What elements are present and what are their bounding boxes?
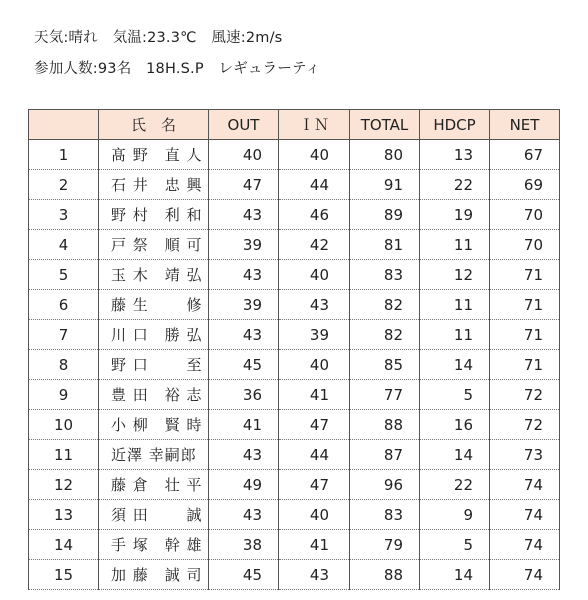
cell-net: 72: [490, 410, 560, 440]
cell-out: 45: [209, 350, 279, 380]
cell-out: 45: [209, 560, 279, 590]
cell-hdcp: 14: [420, 350, 490, 380]
cell-total: 85: [350, 350, 420, 380]
cell-in: 41: [279, 380, 350, 410]
header-out: OUT: [209, 110, 279, 140]
cell-name: 野 村 利 和: [99, 200, 209, 230]
cell-in: 40: [279, 140, 350, 170]
cell-hdcp: 14: [420, 440, 490, 470]
cell-rank: 1: [29, 140, 99, 170]
table-row: [29, 440, 560, 470]
cell-in: 39: [279, 320, 350, 350]
cell-total: 89: [350, 200, 420, 230]
cell-name: 藤 倉 壮 平: [99, 470, 209, 500]
weather-info: 天気:晴れ 気温:23.3℃ 風速:2m/s: [34, 30, 283, 46]
header-total: TOTAL: [350, 110, 420, 140]
cell-rank: 12: [29, 470, 99, 500]
cell-in: 42: [279, 230, 350, 260]
cell-net: 71: [490, 350, 560, 380]
cell-rank: 2: [29, 170, 99, 200]
results-table: [28, 109, 560, 590]
cell-rank: 4: [29, 230, 99, 260]
cell-in: 41: [279, 530, 350, 560]
table-row: [29, 290, 560, 320]
cell-rank: 6: [29, 290, 99, 320]
cell-net: 72: [490, 380, 560, 410]
cell-out: 49: [209, 470, 279, 500]
cell-name: 石 井 忠 興: [99, 170, 209, 200]
cell-net: 74: [490, 560, 560, 590]
cell-in: 43: [279, 290, 350, 320]
table-row: [29, 560, 560, 590]
table-row: [29, 470, 560, 500]
participants-info: 参加人数:93名 18H.S.P レギュラーティ: [34, 61, 321, 77]
cell-hdcp: 5: [420, 530, 490, 560]
cell-rank: 5: [29, 260, 99, 290]
table-row: [29, 320, 560, 350]
table-row: [29, 200, 560, 230]
cell-net: 74: [490, 530, 560, 560]
cell-out: 43: [209, 320, 279, 350]
table-row: [29, 380, 560, 410]
cell-hdcp: 22: [420, 170, 490, 200]
cell-in: 47: [279, 470, 350, 500]
cell-total: 83: [350, 260, 420, 290]
cell-hdcp: 12: [420, 260, 490, 290]
cell-out: 43: [209, 440, 279, 470]
cell-out: 47: [209, 170, 279, 200]
cell-out: 39: [209, 290, 279, 320]
cell-total: 87: [350, 440, 420, 470]
cell-total: 96: [350, 470, 420, 500]
header-in: ＩＮ: [279, 110, 350, 140]
header-hdcp: HDCP: [420, 110, 490, 140]
cell-out: 41: [209, 410, 279, 440]
cell-rank: 8: [29, 350, 99, 380]
cell-net: 74: [490, 500, 560, 530]
cell-rank: 7: [29, 320, 99, 350]
cell-in: 46: [279, 200, 350, 230]
cell-hdcp: 11: [420, 290, 490, 320]
header-rank: [29, 110, 99, 140]
table-row: [29, 230, 560, 260]
cell-net: 71: [490, 290, 560, 320]
cell-in: 44: [279, 440, 350, 470]
cell-net: 69: [490, 170, 560, 200]
cell-rank: 10: [29, 410, 99, 440]
cell-rank: 3: [29, 200, 99, 230]
cell-in: 40: [279, 260, 350, 290]
cell-net: 74: [490, 470, 560, 500]
table-row: [29, 350, 560, 380]
cell-hdcp: 9: [420, 500, 490, 530]
cell-hdcp: 5: [420, 380, 490, 410]
table-row: [29, 500, 560, 530]
cell-rank: 9: [29, 380, 99, 410]
cell-total: 79: [350, 530, 420, 560]
table-row: [29, 140, 560, 170]
cell-rank: 11: [29, 440, 99, 470]
cell-name: 藤 生 修: [99, 290, 209, 320]
cell-in: 43: [279, 560, 350, 590]
cell-out: 43: [209, 260, 279, 290]
header-name: 氏 名: [99, 110, 209, 140]
cell-name: 川 口 勝 弘: [99, 320, 209, 350]
cell-name: 小 柳 賢 時: [99, 410, 209, 440]
cell-in: 40: [279, 500, 350, 530]
cell-net: 67: [490, 140, 560, 170]
cell-hdcp: 22: [420, 470, 490, 500]
cell-out: 40: [209, 140, 279, 170]
cell-name: 戸 祭 順 可: [99, 230, 209, 260]
cell-total: 88: [350, 410, 420, 440]
cell-in: 40: [279, 350, 350, 380]
table-row: [29, 170, 560, 200]
cell-net: 71: [490, 320, 560, 350]
cell-hdcp: 11: [420, 320, 490, 350]
cell-net: 71: [490, 260, 560, 290]
cell-total: 80: [350, 140, 420, 170]
cell-out: 43: [209, 500, 279, 530]
cell-out: 39: [209, 230, 279, 260]
cell-total: 91: [350, 170, 420, 200]
cell-out: 36: [209, 380, 279, 410]
cell-net: 70: [490, 230, 560, 260]
cell-hdcp: 16: [420, 410, 490, 440]
cell-total: 83: [350, 500, 420, 530]
cell-total: 77: [350, 380, 420, 410]
table-row: [29, 530, 560, 560]
cell-total: 82: [350, 320, 420, 350]
cell-in: 47: [279, 410, 350, 440]
cell-net: 73: [490, 440, 560, 470]
cell-out: 43: [209, 200, 279, 230]
cell-name: 野 口 至: [99, 350, 209, 380]
cell-hdcp: 14: [420, 560, 490, 590]
cell-name: 加 藤 誠 司: [99, 560, 209, 590]
cell-total: 88: [350, 560, 420, 590]
cell-total: 82: [350, 290, 420, 320]
cell-rank: 14: [29, 530, 99, 560]
header-row: [29, 110, 560, 140]
cell-net: 70: [490, 200, 560, 230]
cell-hdcp: 19: [420, 200, 490, 230]
table-row: [29, 260, 560, 290]
cell-name: 手 塚 幹 雄: [99, 530, 209, 560]
cell-hdcp: 11: [420, 230, 490, 260]
cell-name: 近澤 幸嗣郎: [99, 440, 209, 470]
table-row: [29, 410, 560, 440]
cell-name: 髙 野 直 人: [99, 140, 209, 170]
cell-in: 44: [279, 170, 350, 200]
cell-rank: 13: [29, 500, 99, 530]
cell-total: 81: [350, 230, 420, 260]
cell-rank: 15: [29, 560, 99, 590]
cell-out: 38: [209, 530, 279, 560]
cell-name: 玉 木 靖 弘: [99, 260, 209, 290]
cell-name: 豊 田 裕 志: [99, 380, 209, 410]
header-net: NET: [490, 110, 560, 140]
cell-hdcp: 13: [420, 140, 490, 170]
cell-name: 須 田 誠: [99, 500, 209, 530]
